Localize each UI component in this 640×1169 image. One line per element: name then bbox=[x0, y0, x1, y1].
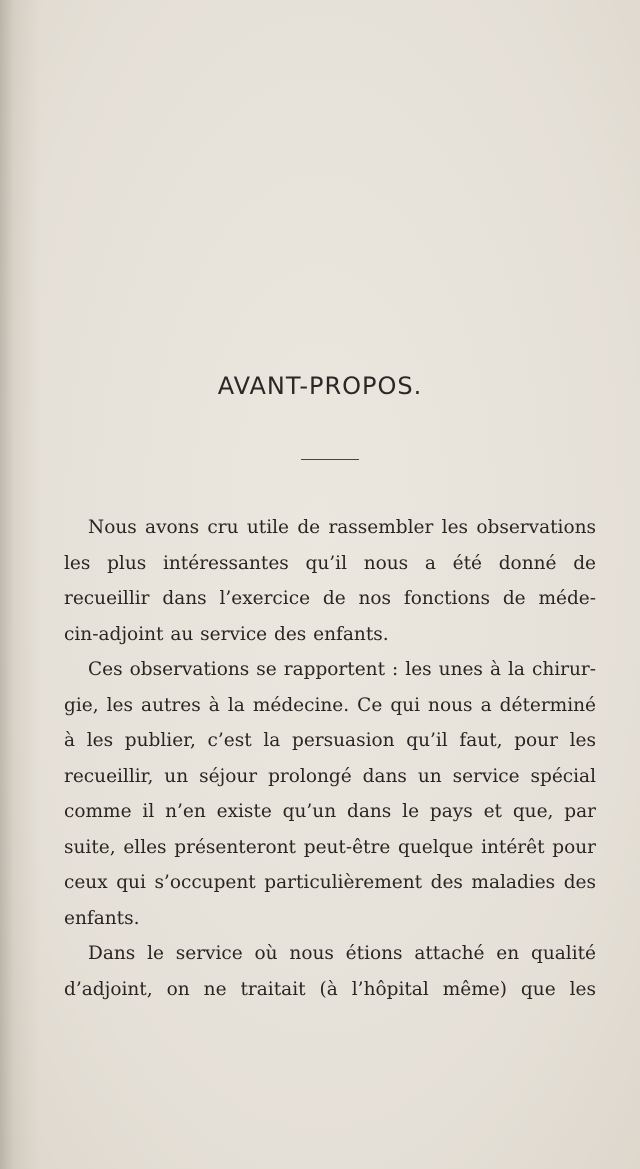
title-divider bbox=[301, 459, 359, 460]
text-line: ceux qui s’occupent particulièrement des maladies des bbox=[64, 872, 596, 893]
text-line: d’adjoint, on ne traitait (à l’hôpital même) que les bbox=[64, 978, 596, 1000]
text-line: recueillir dans l’exercice de nos fonctions de méde- bbox=[64, 588, 596, 609]
body-text bbox=[64, 510, 596, 1007]
text-line: Dans le service où nous étions attaché en qualité bbox=[88, 943, 596, 964]
text-line: comme il n’en existe qu’un dans le pays et que, par bbox=[64, 801, 596, 822]
text-line: Ces observations se rapportent : les unes à la chirur- bbox=[88, 659, 596, 680]
text-line: à les publier, c’est la persuasion qu’il faut, pour les bbox=[64, 730, 596, 751]
text-line: Nous avons cru utile de rassembler les observations bbox=[88, 517, 596, 538]
text-line: gie, les autres à la médecine. Ce qui nous a déterminé bbox=[64, 694, 596, 716]
page-title: AVANT-PROPOS. bbox=[217, 372, 423, 400]
text-line: suite, elles présenteront peut-être quelque intérêt pour bbox=[64, 836, 596, 858]
text-line: enfants. bbox=[64, 907, 140, 929]
text-line: recueillir, un séjour prolongé dans un service spécial bbox=[64, 765, 596, 787]
text-line: cin-adjoint au service des enfants. bbox=[64, 623, 389, 645]
text-line: les plus intéressantes qu’il nous a été donné de bbox=[64, 552, 596, 574]
